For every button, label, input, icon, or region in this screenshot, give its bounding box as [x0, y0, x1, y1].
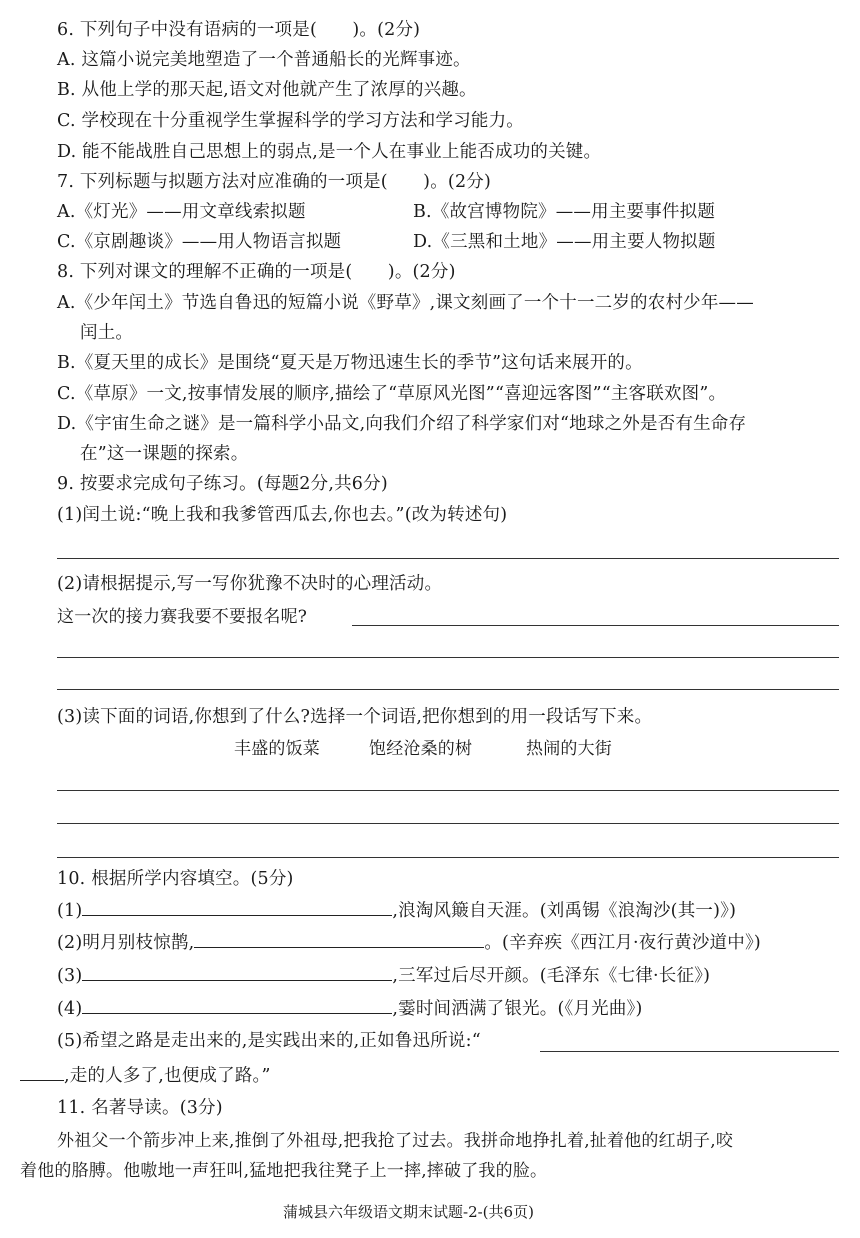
q10-item1: [57, 897, 736, 924]
q6-option-c: C. 学校现在十分重视学生掌握科学的学习方法和学习能力。: [57, 111, 524, 131]
q11-stem: 11. 名著导读。(3分): [57, 1098, 223, 1118]
fill-blank[interactable]: [540, 1051, 839, 1052]
q10-item3-number: (3): [57, 966, 83, 986]
q9-stem: 9. 按要求完成句子练习。(每题2分,共6分): [57, 474, 388, 494]
q10-item4-number: (4): [57, 999, 83, 1019]
q7-option-d: D.《三黑和土地》——用主要人物拟题: [413, 232, 716, 252]
q10-item5-text: (5)希望之路是走出来的,是实践出来的,正如鲁迅所说:“: [57, 1031, 481, 1051]
q9-word: 丰盛的饭菜: [234, 739, 320, 759]
q9-part2: (2)请根据提示,写一写你犹豫不决时的心理活动。: [57, 574, 443, 594]
q8-option-a-cont: 闰土。: [80, 323, 134, 343]
q6-option-b: B. 从他上学的那天起,语文对他就产生了浓厚的兴趣。: [57, 80, 477, 100]
q9-part3: (3)读下面的词语,你想到了什么?选择一个词语,把你想到的用一段话写下来。: [57, 707, 653, 727]
fill-blank[interactable]: [82, 897, 392, 916]
answer-line[interactable]: [352, 625, 839, 626]
q10-item3: [57, 962, 710, 989]
q7-option-b: B.《故宫博物院》——用主要事件拟题: [413, 202, 716, 222]
q8-option-a: A.《少年闰土》节选自鲁迅的短篇小说《野草》,课文刻画了一个十一二岁的农村少年——: [57, 293, 754, 313]
q7-option-a: A.《灯光》——用文章线索拟题: [57, 202, 306, 222]
q8-option-b: B.《夏天里的成长》是围绕“夏天是万物迅速生长的季节”这句话来展开的。: [57, 353, 643, 373]
q10-item4-text: ,霎时间洒满了银光。(《月光曲》): [392, 999, 643, 1019]
q8-option-d-cont: 在”这一课题的探索。: [80, 444, 249, 464]
q10-item5-cont: [20, 1062, 271, 1089]
q10-item3-text: ,三军过后尽开颜。(毛泽东《七律·长征》): [392, 966, 711, 986]
fill-blank[interactable]: [82, 962, 392, 981]
q8-option-d: D.《宇宙生命之谜》是一篇科学小品文,向我们介绍了科学家们对“地球之外是否有生命存: [57, 414, 747, 434]
q10-item5: [57, 1028, 481, 1054]
q10-item2: [57, 929, 761, 956]
fill-blank[interactable]: [194, 929, 484, 948]
q6-option-d: D. 能不能战胜自己思想上的弱点,是一个人在事业上能否成功的关键。: [57, 142, 602, 162]
q7-option-c: C.《京剧趣谈》——用人物语言拟题: [57, 232, 342, 252]
q10-item1-number: (1): [57, 901, 83, 921]
fill-blank[interactable]: [20, 1062, 64, 1081]
q7-stem: 7. 下列标题与拟题方法对应准确的一项是( )。(2分): [57, 172, 492, 192]
q10-item5-tail: ,走的人多了,也便成了路。”: [64, 1066, 271, 1086]
q6-stem: 6. 下列句子中没有语病的一项是( )。(2分): [57, 20, 421, 40]
q9-word: 热闹的大街: [526, 739, 612, 759]
q10-item4: [57, 995, 643, 1022]
answer-line[interactable]: [57, 857, 839, 858]
q9-part1: (1)闰土说:“晚上我和我爹管西瓜去,你也去。”(改为转述句): [57, 505, 508, 525]
page-footer: 蒲城县六年级语文期末试题-2-(共6页): [283, 1203, 534, 1221]
q10-stem: 10. 根据所学内容填空。(5分): [57, 869, 294, 889]
q10-item1-text: ,浪淘风簸自天涯。(刘禹锡《浪淘沙(其一)》): [392, 901, 737, 921]
q10-item2-source: 。(辛弃疾《西江月·夜行黄沙道中》): [484, 933, 761, 953]
q11-passage-cont: 着他的胳膊。他嗷地一声狂叫,猛地把我往凳子上一摔,摔破了我的脸。: [20, 1161, 548, 1181]
q9-word: 饱经沧桑的树: [369, 739, 473, 759]
answer-line[interactable]: [57, 790, 839, 791]
answer-line[interactable]: [57, 558, 839, 559]
q9-part2-prompt: 这一次的接力赛我要不要报名呢?: [57, 607, 308, 627]
answer-line[interactable]: [57, 657, 839, 658]
q8-stem: 8. 下列对课文的理解不正确的一项是( )。(2分): [57, 262, 456, 282]
answer-line[interactable]: [57, 689, 839, 690]
q10-item2-text: (2)明月别枝惊鹊,: [57, 933, 195, 953]
q6-option-a: A. 这篇小说完美地塑造了一个普通船长的光辉事迹。: [57, 50, 471, 70]
answer-line[interactable]: [57, 823, 839, 824]
fill-blank[interactable]: [82, 995, 392, 1014]
q8-option-c: C.《草原》一文,按事情发展的顺序,描绘了“草原风光图”“喜迎远客图”“主客联欢图”。: [57, 384, 727, 404]
q11-passage: 外祖父一个箭步冲上来,推倒了外祖母,把我抢了过去。我拼命地挣扎着,扯着他的红胡子,咬: [57, 1131, 734, 1151]
